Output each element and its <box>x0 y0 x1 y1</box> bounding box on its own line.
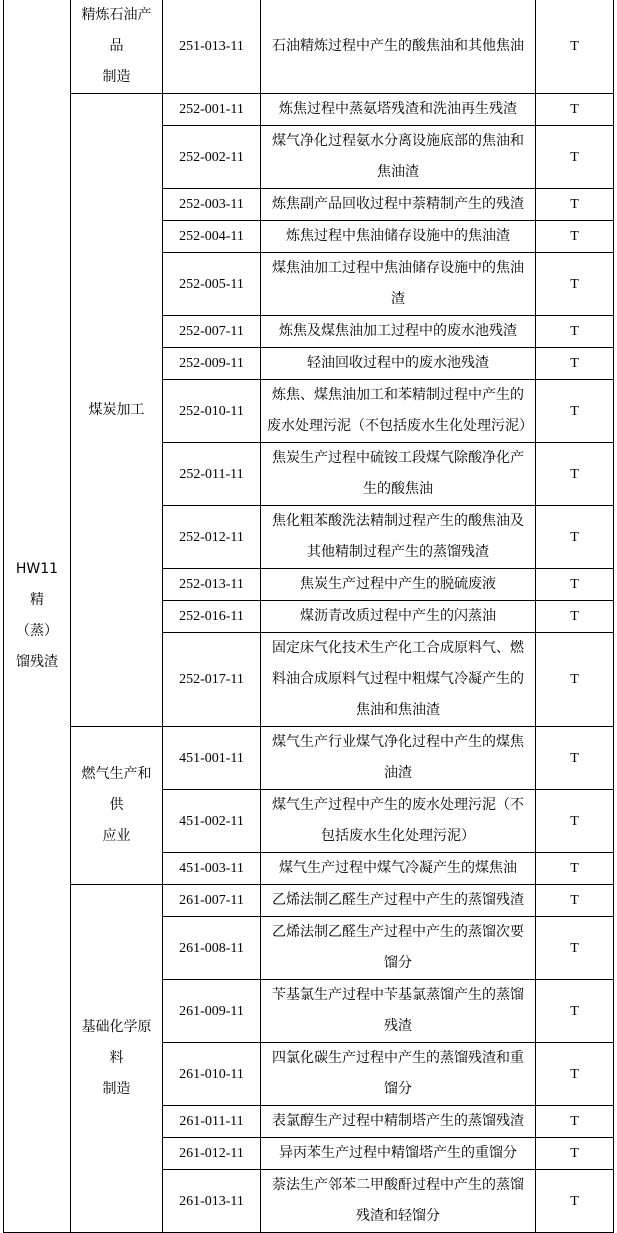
hazard-characteristic-cell: T <box>536 221 614 253</box>
waste-description-cell: 焦炭生产过程中硫铵工段煤气除酸净化产生的酸焦油 <box>261 443 536 506</box>
hazard-characteristic-cell: T <box>536 569 614 601</box>
waste-description-cell: 炼焦过程中蒸氨塔残渣和洗油再生残渣 <box>261 94 536 126</box>
waste-description-cell: 固定床气化技术生产化工合成原料气、燃料油合成原料气过程中粗煤气冷凝产生的焦油和焦油渣 <box>261 633 536 727</box>
waste-description-cell: 萘法生产邻苯二甲酸酐过程中产生的蒸馏残渣和轻馏分 <box>261 1170 536 1233</box>
waste-description-cell: 煤气生产行业煤气净化过程中产生的煤焦油渣 <box>261 727 536 790</box>
industry-source-cell: 燃气生产和供 应业 <box>71 727 163 885</box>
hazard-characteristic-cell: T <box>536 443 614 506</box>
waste-table-body <box>4 0 614 1233</box>
waste-description-cell: 炼焦、煤焦油加工和苯精制过程中产生的废水处理污泥（不包括废水生化处理污泥） <box>261 380 536 443</box>
table-row <box>4 0 614 94</box>
waste-code-cell: 451-003-11 <box>163 853 261 885</box>
hazard-characteristic-cell: T <box>536 253 614 316</box>
hazard-characteristic-cell: T <box>536 790 614 853</box>
hazard-characteristic-cell: T <box>536 316 614 348</box>
waste-code-cell: 252-003-11 <box>163 189 261 221</box>
hazard-characteristic-cell: T <box>536 917 614 980</box>
table-row <box>4 885 614 917</box>
waste-description-cell: 乙烯法制乙醛生产过程中产生的蒸馏次要馏分 <box>261 917 536 980</box>
hazard-characteristic-cell: T <box>536 0 614 94</box>
hazard-characteristic-cell: T <box>536 94 614 126</box>
hazard-characteristic-cell: T <box>536 633 614 727</box>
hazard-characteristic-cell: T <box>536 506 614 569</box>
waste-description-cell: 煤气生产过程中产生的废水处理污泥（不包括废水生化处理污泥） <box>261 790 536 853</box>
waste-description-cell: 煤气净化过程氨水分离设施底部的焦油和焦油渣 <box>261 126 536 189</box>
hazard-characteristic-cell: T <box>536 348 614 380</box>
waste-code-cell: 252-002-11 <box>163 126 261 189</box>
waste-code-cell: 251-013-11 <box>163 0 261 94</box>
waste-description-cell: 表氯醇生产过程中精制塔产生的蒸馏残渣 <box>261 1106 536 1138</box>
hazard-characteristic-cell: T <box>536 380 614 443</box>
waste-description-cell: 煤焦油加工过程中焦油储存设施中的焦油渣 <box>261 253 536 316</box>
waste-description-cell: 乙烯法制乙醛生产过程中产生的蒸馏残渣 <box>261 885 536 917</box>
hazard-characteristic-cell: T <box>536 189 614 221</box>
waste-description-cell: 煤沥青改质过程中产生的闪蒸油 <box>261 601 536 633</box>
table-row <box>4 727 614 790</box>
hazard-characteristic-cell: T <box>536 1043 614 1106</box>
table-row <box>4 94 614 126</box>
waste-description-cell: 异丙苯生产过程中精馏塔产生的重馏分 <box>261 1138 536 1170</box>
waste-description-cell: 炼焦及煤焦油加工过程中的废水池残渣 <box>261 316 536 348</box>
industry-source-cell: 煤炭加工 <box>71 94 163 727</box>
hazard-characteristic-cell: T <box>536 1170 614 1233</box>
waste-code-cell: 252-017-11 <box>163 633 261 727</box>
waste-code-cell: 252-005-11 <box>163 253 261 316</box>
waste-code-cell: 261-008-11 <box>163 917 261 980</box>
waste-description-cell: 苄基氯生产过程中苄基氯蒸馏产生的蒸馏残渣 <box>261 980 536 1043</box>
waste-code-cell: 252-011-11 <box>163 443 261 506</box>
hazard-characteristic-cell: T <box>536 885 614 917</box>
waste-table <box>3 0 614 1233</box>
waste-code-cell: 261-013-11 <box>163 1170 261 1233</box>
hazard-characteristic-cell: T <box>536 1138 614 1170</box>
hazard-characteristic-cell: T <box>536 1106 614 1138</box>
waste-code-cell: 252-001-11 <box>163 94 261 126</box>
waste-description-cell: 轻油回收过程中的废水池残渣 <box>261 348 536 380</box>
waste-code-cell: 252-007-11 <box>163 316 261 348</box>
waste-description-cell: 焦化粗苯酸洗法精制过程产生的酸焦油及其他精制过程产生的蒸馏残渣 <box>261 506 536 569</box>
waste-description-cell: 石油精炼过程中产生的酸焦油和其他焦油 <box>261 0 536 94</box>
waste-code-cell: 252-004-11 <box>163 221 261 253</box>
industry-source-cell: 基础化学原料 制造 <box>71 885 163 1233</box>
waste-code-cell: 252-016-11 <box>163 601 261 633</box>
industry-source-cell: 精炼石油产品 制造 <box>71 0 163 94</box>
waste-category-cell: HW11 精（蒸） 馏残渣 <box>4 0 71 1233</box>
waste-code-cell: 261-010-11 <box>163 1043 261 1106</box>
waste-code-cell: 261-011-11 <box>163 1106 261 1138</box>
waste-code-cell: 261-007-11 <box>163 885 261 917</box>
waste-code-cell: 451-002-11 <box>163 790 261 853</box>
waste-code-cell: 252-012-11 <box>163 506 261 569</box>
waste-code-cell: 252-010-11 <box>163 380 261 443</box>
waste-code-cell: 252-009-11 <box>163 348 261 380</box>
waste-code-cell: 261-012-11 <box>163 1138 261 1170</box>
waste-description-cell: 炼焦副产品回收过程中萘精制产生的残渣 <box>261 189 536 221</box>
hazard-characteristic-cell: T <box>536 601 614 633</box>
hazard-characteristic-cell: T <box>536 126 614 189</box>
waste-code-cell: 261-009-11 <box>163 980 261 1043</box>
waste-description-cell: 四氯化碳生产过程中产生的蒸馏残渣和重馏分 <box>261 1043 536 1106</box>
hazard-characteristic-cell: T <box>536 980 614 1043</box>
waste-code-cell: 252-013-11 <box>163 569 261 601</box>
hazard-characteristic-cell: T <box>536 727 614 790</box>
waste-description-cell: 焦炭生产过程中产生的脱硫废液 <box>261 569 536 601</box>
waste-description-cell: 煤气生产过程中煤气冷凝产生的煤焦油 <box>261 853 536 885</box>
hazard-characteristic-cell: T <box>536 853 614 885</box>
waste-description-cell: 炼焦过程中焦油储存设施中的焦油渣 <box>261 221 536 253</box>
waste-code-cell: 451-001-11 <box>163 727 261 790</box>
